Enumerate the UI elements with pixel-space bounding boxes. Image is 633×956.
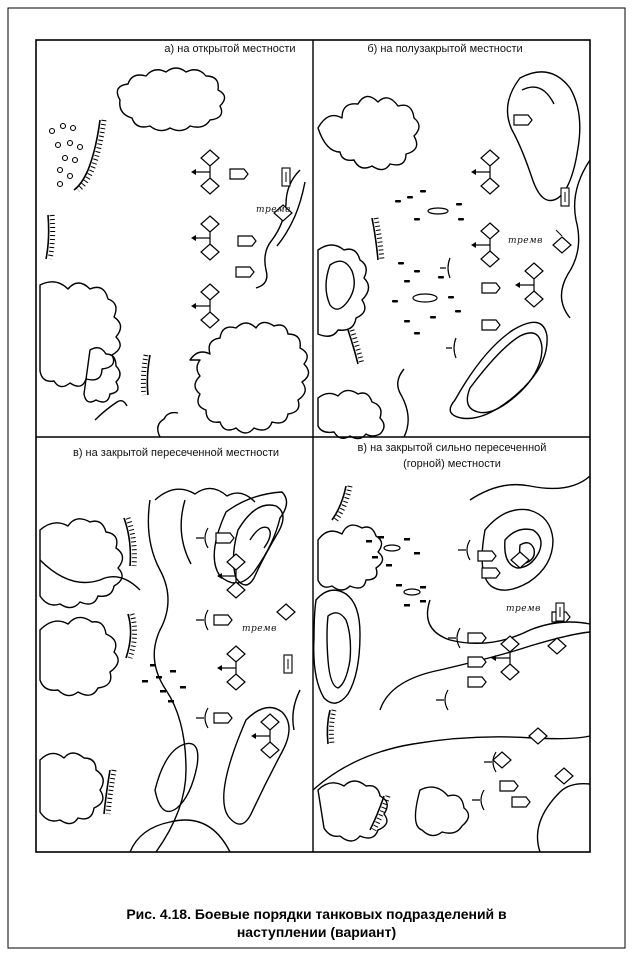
panel-b-note: тремв: [508, 236, 543, 246]
hill: [326, 261, 354, 309]
fire-burst-c: [142, 664, 186, 703]
figure-caption-line2: наступлении (вариант): [236, 924, 397, 940]
panel-d-map: [313, 476, 590, 852]
trench-line: [370, 796, 384, 830]
forest-patch: [40, 519, 123, 608]
hill: [450, 322, 547, 418]
panel-b-title: б) на полузакрытой местности: [367, 43, 523, 55]
trench-line: [147, 355, 150, 395]
trench-line: [104, 770, 110, 814]
forest-patch: [190, 322, 309, 433]
hill: [233, 505, 283, 585]
forest-patch: [40, 753, 103, 824]
panel-c-title: в) на закрытой пересеченной местности: [72, 447, 279, 459]
lake: [155, 743, 198, 811]
fire-bursts-d: [366, 536, 426, 607]
trench-line: [327, 710, 330, 744]
forest-patch: [318, 96, 419, 169]
river: [561, 160, 590, 318]
forest-patch: [318, 781, 387, 841]
forest-patch: [318, 390, 384, 438]
panel-a-map: [40, 68, 309, 437]
forest-patch: [117, 68, 224, 131]
hill: [467, 333, 542, 413]
panel-a-units: [191, 150, 292, 328]
panel-b-map: [318, 72, 590, 439]
trench-line: [46, 215, 49, 259]
figure-caption-line1: Рис. 4.18. Боевые порядки танковых подразделений в: [126, 906, 507, 922]
river: [148, 500, 186, 852]
figure-caption: [40, 905, 593, 941]
panel-d-title-line2: (горной) местности: [403, 458, 501, 470]
panel-a-title: а) на открытой местности: [164, 43, 296, 55]
panel-c-note: тремв: [242, 624, 277, 634]
river: [313, 736, 590, 790]
forest-patch: [84, 348, 120, 402]
panel-d-units: [468, 551, 573, 807]
obstacle-dots: [50, 124, 83, 187]
trench-line: [372, 218, 378, 260]
hill: [314, 590, 360, 703]
trench-line: [74, 120, 100, 190]
forest-patch: [40, 282, 121, 387]
panel-c-units: [214, 533, 295, 758]
trench-line: [332, 486, 346, 520]
forest-patch: [415, 787, 468, 835]
trench-line: [126, 614, 131, 658]
forest-patch: [40, 617, 118, 695]
trench-line: [124, 518, 130, 566]
panel-d-title-line1: в) на закрытой сильно пересеченной: [357, 442, 547, 454]
ravine: [224, 708, 289, 825]
panel-a-note: тремв: [256, 205, 291, 215]
river: [256, 170, 300, 288]
panel-d-note: тремв: [506, 604, 541, 614]
page-border: [8, 8, 625, 948]
